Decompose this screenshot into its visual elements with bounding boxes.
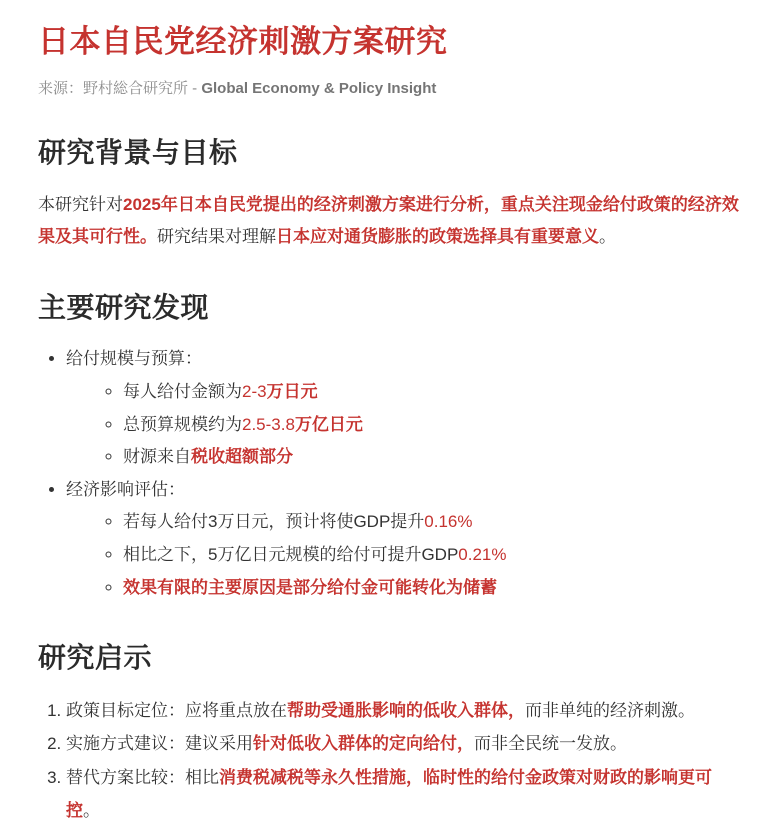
text-run: 财源来自 [123,447,191,467]
text-run: 日本应对通货膨胀的政策选择具有重要意义 [276,227,599,247]
background-paragraph [38,189,743,254]
list-item [66,761,743,828]
section-heading-background: 研究背景与目标 [38,137,238,169]
impact-sublist [66,506,743,604]
text-run: 而非单纯的经济刺激。 [525,700,695,720]
findings-list [38,343,743,604]
budget-sublist [66,376,743,474]
list-item [123,441,743,474]
text-run: 0.21% [458,545,507,565]
text-run: 2-3 [242,381,267,401]
text-run: 给付规模与预算： [66,349,202,369]
text-run: 若每人给付3万日元，预计将使GDP提升 [123,512,425,532]
list-item [66,727,743,760]
source-publication: Global Economy & Policy Insight [201,80,437,98]
insights-list [38,694,743,828]
text-run: 经济影响评估： [66,479,185,499]
text-run: 。 [599,227,616,247]
text-run: 针对低收入群体的定向给付， [253,734,474,754]
source-line [38,78,743,99]
list-item [123,572,743,605]
section-heading-insights: 研究启示 [38,642,153,674]
text-run: 2.5-3.8 [242,414,295,434]
text-run: 总预算规模约为 [123,414,242,434]
finding-group-label [66,480,185,499]
text-run: 本研究针对 [38,194,123,214]
text-run: 效果有限的主要原因是部分给付金可能转化为储蓄 [123,577,497,597]
text-run: 万亿日元 [294,414,363,434]
text-run: 每人给付金额为 [123,381,242,401]
text-run: 而非全民统一发放。 [474,734,627,754]
text-run: 。 [83,801,100,821]
text-run: 帮助受通胀影响的低收入群体， [287,700,525,720]
list-item [123,506,743,539]
text-run: 实施方式建议：建议采用 [66,734,253,754]
list-item [123,376,743,409]
finding-group-impact [66,474,743,605]
source-prefix: 来源：野村総合研究所 - [38,80,202,98]
text-run: 2025年日本自民党提出的经济刺激方案进行分析，重点关注现金给付政策的经济效果及其可行性。 [38,194,739,247]
list-item [123,539,743,572]
page-title: 日本自民党经济刺激方案研究 [38,24,448,59]
text-run: 研究结果对理解 [157,227,276,247]
finding-group-budget [66,343,743,474]
text-run: 税收超额部分 [191,447,293,467]
text-run: 替代方案比较：相比 [66,767,219,787]
text-run: 相比之下，5万亿日元规模的给付可提升GDP [123,545,459,565]
list-item [123,409,743,442]
text-run: 消费税减税等永久性措施，临时性的给付金政策对财政的影响更可控 [66,767,712,821]
section-heading-findings: 主要研究发现 [38,291,210,323]
finding-group-label [66,349,202,368]
list-item [66,694,743,727]
text-run: 万日元 [266,381,318,401]
text-run: 0.16% [424,512,473,532]
text-run: 政策目标定位：应将重点放在 [66,700,287,720]
